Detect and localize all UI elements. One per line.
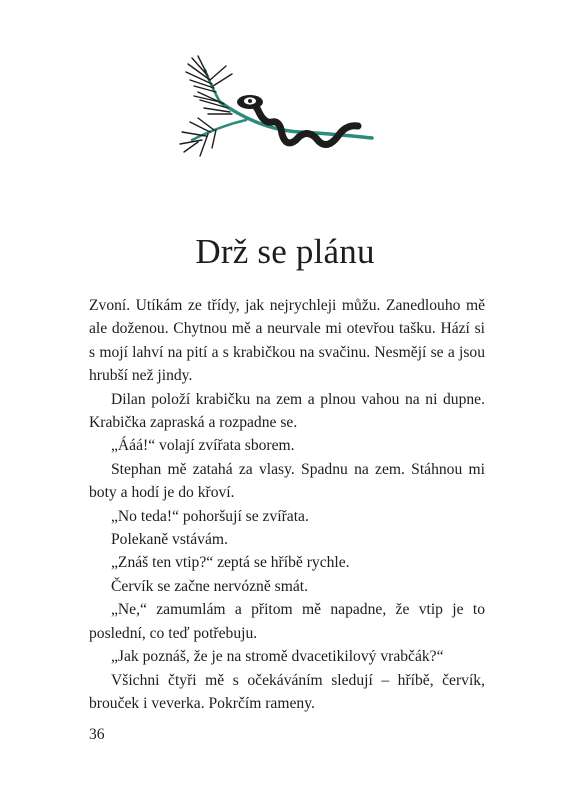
snake-on-branch-icon [150,52,380,202]
paragraph: „Ááá!“ volají zvířata sborem. [111,437,295,455]
paragraph: Polekaně vstávám. [111,531,228,549]
paragraph: „Znáš ten vtip?“ zeptá se hříbě rychle. [111,554,350,572]
chapter-body [89,294,485,715]
paragraph: Dilan položí krabičku na zem a plnou vahou na ni dupne. Krabička zapraská a rozpadne se. [89,390,485,432]
chapter-title: Drž se plánu [195,232,375,271]
paragraph: „No teda!“ pohoršují se zvířata. [111,507,309,525]
paragraph: Zvoní. Utíkám ze třídy, jak nejrychleji můžu. Zanedlouho mě ale doženou. Chytnou mě a neurvale mi otevřou tašku. Hází si s mojí lahví na pití a s krabičkou na svačinu. Nesmějí se a jsou hrubší než jindy. [89,297,485,385]
paragraph: Červík se začne nervózně smát. [111,577,309,595]
paragraph: Stephan mě zatahá za vlasy. Spadnu na zem. Stáhnou mi boty a hodí je do křoví. [89,460,485,502]
paragraph: „Jak poznáš, že je na stromě dvacetikilový vrabčák?“ [111,648,444,666]
page-number: 36 [89,726,105,743]
paragraph: Všichni čtyři mě s očekáváním sledují – hříbě, červík, brouček i veverka. Pokrčím rameny. [89,671,485,712]
paragraph: „Ne,“ zamumlám a přitom mě napadne, že vtip je to poslední, co teď potřebuju. [89,601,485,642]
